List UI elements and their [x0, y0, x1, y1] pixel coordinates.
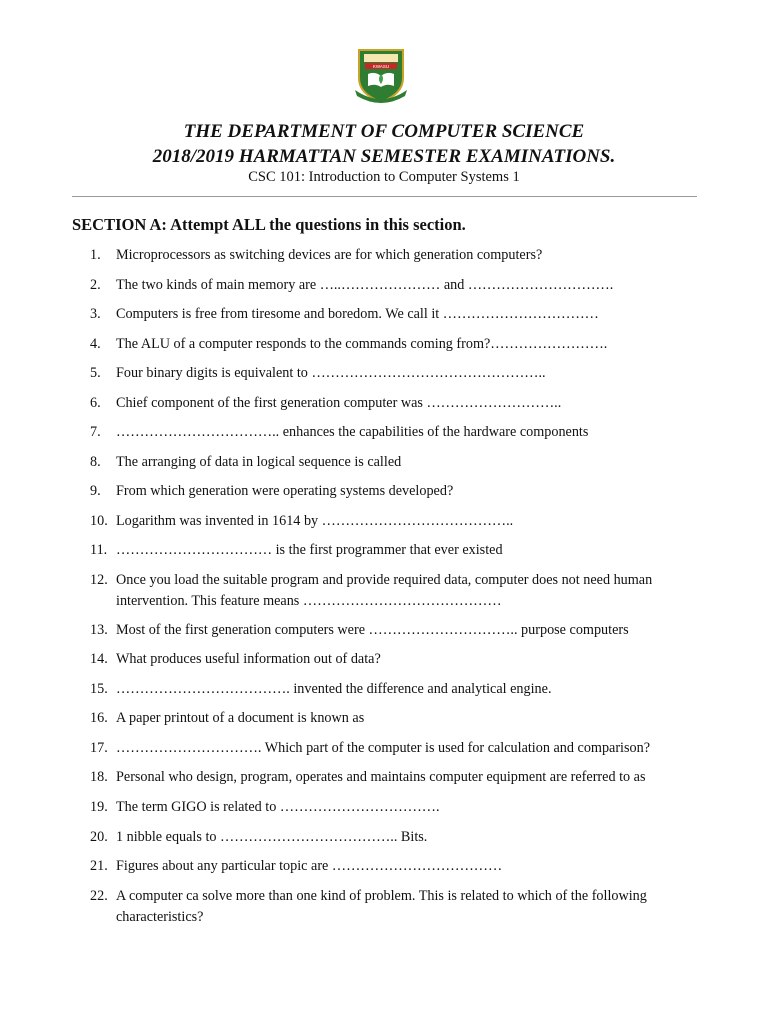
question-number: 4.: [90, 336, 101, 352]
question-number: 19.: [90, 799, 108, 815]
question-item: [90, 393, 700, 414]
question-number: 14.: [90, 651, 108, 667]
question-text: Logarithm was invented in 1614 by …………………………………..: [116, 513, 514, 529]
question-item: [90, 570, 700, 612]
question-text: A paper printout of a document is known as: [116, 710, 365, 726]
question-number: 7.: [90, 424, 101, 440]
question-number: 9.: [90, 483, 101, 499]
question-number: 3.: [90, 306, 101, 322]
question-number: 5.: [90, 365, 101, 381]
question-number: 13.: [90, 622, 108, 638]
question-number: 2.: [90, 277, 101, 293]
question-text: What produces useful information out of data?: [116, 651, 381, 667]
question-item: [90, 708, 700, 729]
question-number: 18.: [90, 769, 108, 785]
question-text: Once you load the suitable program and provide required data, computer does not need human intervention. This feature means ……………………………………: [116, 572, 653, 609]
question-text: The two kinds of main memory are …..………………… and ………………………….: [116, 277, 614, 293]
question-text: The term GIGO is related to …………………………….: [116, 799, 440, 815]
question-item: [90, 827, 700, 848]
question-item: [90, 422, 700, 443]
question-text: …………………………. Which part of the computer is used for calculation and comparison?: [116, 740, 651, 756]
question-number: 1.: [90, 247, 101, 263]
question-number: 11.: [90, 542, 108, 558]
course-title: CSC 101: Introduction to Computer Systems 1: [248, 169, 520, 185]
question-text: Microprocessors as switching devices are for which generation computers?: [116, 247, 543, 263]
question-item: [90, 738, 700, 759]
question-text: Personal who design, program, operates and maintains computer equipment are referred to as: [116, 769, 646, 785]
question-number: 10.: [90, 513, 108, 529]
logo-text: KWASU: [372, 64, 390, 69]
question-number: 21.: [90, 858, 108, 874]
question-text: Most of the first generation computers were ………………………….. purpose computers: [116, 622, 629, 638]
question-number: 8.: [90, 454, 101, 470]
question-item: [90, 767, 700, 788]
question-text: Chief component of the first generation computer was ………………………..: [116, 395, 562, 411]
question-item: [90, 649, 700, 670]
question-item: [90, 511, 700, 532]
question-item: [90, 886, 700, 928]
question-number: 22.: [90, 888, 108, 904]
question-number: 6.: [90, 395, 101, 411]
question-item: [90, 620, 700, 641]
question-item: [90, 540, 700, 561]
question-text: Computers is free from tiresome and boredom. We call it ……………………………: [116, 306, 599, 322]
question-item: [90, 275, 700, 296]
question-item: [90, 679, 700, 700]
exam-title: 2018/2019 HARMATTAN SEMESTER EXAMINATIONS.: [152, 146, 616, 167]
question-item: [90, 304, 700, 325]
question-number: 12.: [90, 572, 108, 588]
department-title: THE DEPARTMENT OF COMPUTER SCIENCE: [183, 121, 585, 142]
question-item: [90, 334, 700, 355]
question-text: ………………………………. invented the difference and analytical engine.: [116, 681, 552, 697]
question-item: [90, 245, 700, 266]
question-item: [90, 856, 700, 877]
question-text: The ALU of a computer responds to the commands coming from?…………………….: [116, 336, 608, 352]
question-text: …………………………….. enhances the capabilities of the hardware components: [116, 424, 589, 440]
question-number: 20.: [90, 829, 108, 845]
university-logo: [355, 48, 407, 104]
question-text: …………………………… is the first programmer that ever existed: [116, 542, 503, 558]
question-item: [90, 481, 700, 502]
question-text: From which generation were operating systems developed?: [116, 483, 454, 499]
question-item: [90, 797, 700, 818]
section-title: SECTION A: Attempt ALL the questions in this section.: [72, 215, 466, 234]
question-number: 16.: [90, 710, 108, 726]
question-text: 1 nibble equals to ……………………………….. Bits.: [116, 829, 428, 845]
question-item: [90, 452, 700, 473]
question-text: Four binary digits is equivalent to …………………………………………..: [116, 365, 546, 381]
header-divider: [72, 196, 697, 197]
question-number: 15.: [90, 681, 108, 697]
question-text: A computer ca solve more than one kind of problem. This is related to which of the following characteristics?: [116, 888, 647, 925]
question-text: Figures about any particular topic are ………………………………: [116, 858, 503, 874]
question-item: [90, 363, 700, 384]
question-text: The arranging of data in logical sequence is called: [116, 454, 402, 470]
question-number: 17.: [90, 740, 108, 756]
